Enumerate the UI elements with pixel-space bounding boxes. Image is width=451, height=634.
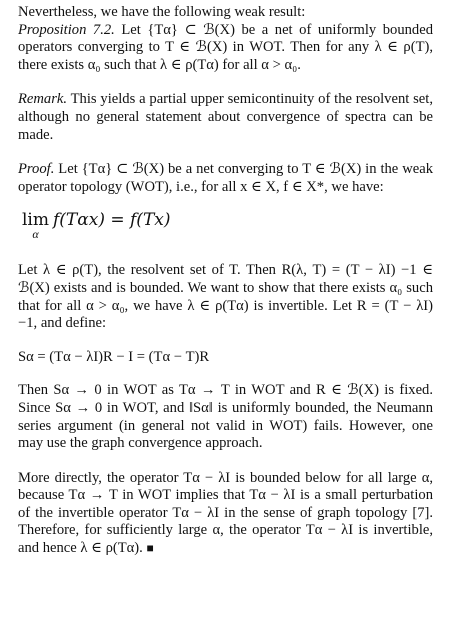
display-equation-limit: [18, 210, 433, 240]
proposition-paragraph: [18, 22, 433, 75]
spacer: [18, 196, 433, 210]
spacer: [18, 74, 433, 91]
remark-paragraph: [18, 91, 433, 144]
then-paragraph: Then Sα → 0 in WOT as Tα → T in WOT and R ∈ ℬ(X) is fixed. Since Sα → 0 in WOT, and ‖Sα‖ is uniformly bounded, the Neumann series argument (in general not valid in WOT) fails. However, one may use the graph convergence approach.: [18, 382, 433, 452]
spacer: [18, 333, 433, 349]
resolvent-paragraph: Let λ ∈ ρ(T), the resolvent set of T. Then R(λ, T) = (T − λI) −1 ∈ ℬ(X) exists and is bounded. We want to show that there exists α₀ such that for all α > α₀, we have λ ∈ ρ(Tα) is invertible. Let R = (T − λI) −1, and define:: [18, 262, 433, 332]
spacer: [18, 453, 433, 470]
remark-label: Remark.: [18, 91, 68, 108]
proof-paragraph: [18, 161, 433, 196]
proposition-label: Proposition 7.2.: [18, 21, 115, 38]
direct-text: More directly, the operator Tα − λI is bounded below for all large α, because Tα → T in WOT implies that Tα − λI is a small perturbation of the invertible operator Tα − λI in the sense of graph topology [7]. Therefore, for sufficiently large α, the operator Tα − λI is invertible, and hence λ ∈ ρ(Tα).: [18, 469, 433, 557]
proof-text: Let {Tα} ⊂ ℬ(X) be a net converging to T ∈ ℬ(X) in the weak operator topology (WOT), i.e., for all x ∈ X, f ∈ X*, we have:: [18, 161, 433, 195]
proposition-text: Let {Tα} ⊂ ℬ(X) be a net of uniformly bounded operators converging to T ∈ ℬ(X) in WOT. Then for any λ ∈ ρ(T), there exists α₀ such that λ ∈ ρ(Tα) for all α > α₀.: [18, 21, 433, 73]
limit-operator: [22, 210, 49, 240]
spacer: [18, 144, 433, 161]
spacer: [18, 366, 433, 382]
qed-symbol: ■: [146, 541, 154, 556]
limit-expression: f(Tαx) = f(Tx): [53, 210, 171, 231]
spacer: [18, 240, 433, 262]
lim-word: lim: [22, 210, 49, 231]
proof-label: Proof.: [18, 161, 55, 178]
remark-text: This yields a partial upper semicontinuity of the resolvent set, although no general statement about convergence of spectra can be made.: [18, 91, 433, 143]
direct-paragraph: [18, 470, 433, 558]
display-equation-s: Sα = (Tα − λI)R − I = (Tα − T)R: [18, 348, 210, 365]
lim-subscript: α: [32, 227, 39, 242]
intro-text: Nevertheless, we have the following weak result:: [18, 4, 306, 20]
